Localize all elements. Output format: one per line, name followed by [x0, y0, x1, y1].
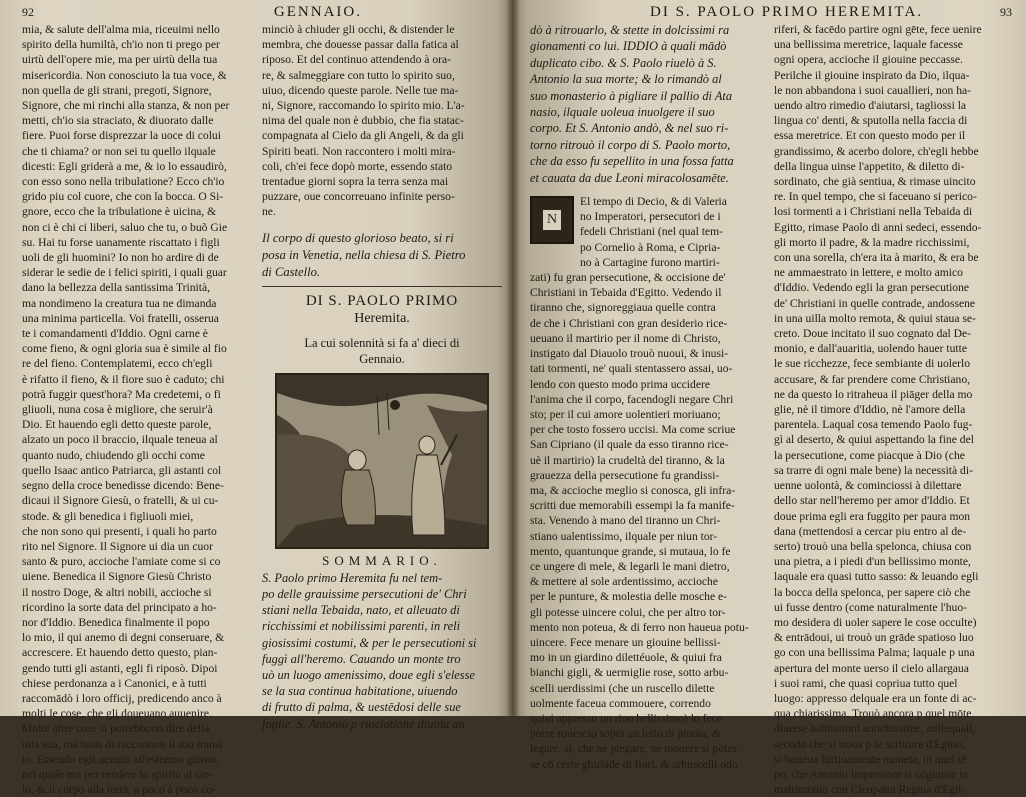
- text-line: grandissimo, & acerbo dolore, ch'egli hebbe: [774, 144, 979, 158]
- text-line: segno della croce benedisse dicendo: Bene-: [22, 479, 224, 493]
- text-line: molti le cose, che gli doueuano auuenire.: [22, 707, 212, 721]
- left-running-title: GENNAIO.: [273, 4, 362, 20]
- text-line: uenne uolontà, & cominciossi à dilettare: [774, 479, 962, 493]
- text-line: losi tormenti a i Christiani nella Tebaida di: [774, 205, 973, 219]
- text-line: come fieno, & ogni gloria sua è simile al fio: [22, 342, 227, 356]
- text-line: siderar le sedie de i felici spiriti, i quali guar: [22, 266, 227, 280]
- text-line: grauezza della persecutione fu grandissi-: [530, 468, 720, 482]
- text-line: doue prima egli era fuggito per paura mon: [774, 509, 971, 523]
- feast-note: [262, 335, 502, 367]
- text-line: nor d'Iddio. Benedica finalmente il popo: [22, 615, 210, 629]
- sommario-heading: SOMMARIO.: [322, 552, 442, 568]
- text-line: posa in Venetia, nella chiesa di S. Pietro: [262, 247, 466, 262]
- text-line: legare, si, che ne piegare, ne mouere si potes: [530, 742, 737, 756]
- text-line: Antonio la sua morte; & lo rimandò al: [530, 72, 722, 87]
- text-line: accusare, & far prendere come Christiano,: [774, 372, 971, 386]
- decorated-initial-letter: N: [543, 210, 561, 230]
- text-line: uendo altro rimedio d'aiutarsi, tagliossi la: [774, 99, 967, 113]
- text-line: trentadue giorni sopra la terra senza mai: [262, 175, 449, 189]
- text-line: non quella de gli strani, pregoti, Signore,: [22, 83, 212, 97]
- text-line: mento, quantunque grande, si mutaua, lo fe: [530, 544, 731, 558]
- text-line: re. In quel tempo, che si faceuano si perico-: [774, 190, 977, 204]
- text-line: instigato dal Diauolo trouò nuoui, & inusi-: [530, 347, 729, 361]
- text-line: et cauata da due Leoni miracolosamēte.: [530, 170, 729, 185]
- text-line: parentela. Laqual cosa temendo Paolo fug-: [774, 418, 973, 432]
- text-line: ne da questo lo ritraheua il piāger della mo: [774, 387, 973, 401]
- right-running-title: DI S. PAOLO PRIMO HEREMITA.: [650, 4, 924, 20]
- text-line: mo in un giardino dilettéuole, & quiui fra: [530, 651, 722, 665]
- text-line: essa meretrice. Et con questo modo per il: [774, 129, 966, 143]
- text-line: lingua co' denti, & sputolla nella faccia di: [774, 114, 968, 128]
- text-line: una pietra, a i piedi d'un bellissimo monte,: [774, 555, 971, 569]
- text-line: gionamenti co lui. IDDIO à quali mādò: [530, 39, 727, 54]
- text-line: se la sua continua habitatione, uiuendo: [262, 684, 458, 699]
- text-line: uiuo, dicendo queste parole. Nelle tue ma-: [262, 83, 459, 97]
- text-line: uincere. Fece menare un giouine bellissi-: [530, 635, 721, 649]
- text-line: luogo: appresso delquale era un fonte di ac-: [774, 691, 977, 705]
- text-line: grido piu col cuore, che con la bocca. O Si-: [22, 190, 224, 204]
- text-line: dello star nell'heremo per amor d'Iddio. Et: [774, 494, 970, 508]
- text-line: ma, & accioche meglio si conosca, gli infra-: [530, 483, 736, 497]
- text-line: El tempo di Decio, & di Valeria: [580, 195, 727, 209]
- text-line: diuerse habitationi antichissime, nellequali,: [774, 722, 976, 736]
- text-line: tati tormenti, ne' quali stentassero assai, uo-: [530, 362, 733, 376]
- text-line: uò un luogo amenissimo, doue egli s'elesse: [262, 668, 475, 683]
- text-line: sordinato, che già sentiua, & rimase uincito: [774, 175, 976, 189]
- book-gutter: [506, 0, 520, 716]
- left-page-number: 92: [22, 5, 34, 19]
- text-line: le non abbandona i suoi cauallieri, non ha-: [774, 83, 972, 97]
- text-line: foglie. S. Antonio p riuelatione diuina an: [262, 716, 465, 731]
- text-line: Christiani in Tebaida d'Egitto. Vedendo il: [530, 286, 722, 300]
- left-column-2: [262, 22, 502, 797]
- text-line: Signore, che mi rinchi alla stanza, & non per: [22, 99, 230, 113]
- left-page: [0, 0, 512, 797]
- text-line: de' Christiani in quelle contrade, andossene: [774, 296, 976, 310]
- text-line: si batteua furtiuamente moneta, in quel tē: [774, 752, 967, 766]
- text-line: nima del quale non è dubbio, che fia statac-: [262, 114, 464, 128]
- text-line: scritti due memorabili essempi la fa manife-: [530, 499, 735, 513]
- text-line: Spiriti beati. Non raccontero i molti mira-: [262, 144, 456, 158]
- text-line: gli potesse uincere colui, che per altro tor-: [530, 605, 726, 619]
- text-line: con esso sono nella tribulatione? Ecco ch'io: [22, 175, 225, 189]
- text-line: è rifatto il fieno, & il fiore suo è caduto; chi: [22, 372, 225, 386]
- text-line: che da esso fu sepellito in una fossa fatta: [530, 154, 734, 169]
- text-line: della lingua uinse l'appetito, & diletto di-: [774, 159, 965, 173]
- text-line: qua chiarissima. Trouò ancora p quel mōte: [774, 707, 972, 721]
- text-line: quello Isaac antico Patriarca, gli astanti col: [22, 463, 222, 477]
- text-line: potrà fuggir quest'hora? Ma credetemi, o fi: [22, 387, 221, 401]
- text-line: zati) fu gran persecutione, & occisione de': [530, 271, 726, 285]
- text-line: giosissimi costumi, & per le persecutioni si: [262, 635, 477, 650]
- text-line: che ti chiama? or non sei tu quello ilquale: [22, 144, 216, 158]
- section-subtitle: Heremita.: [354, 310, 410, 326]
- text-line: chiese perdonanza a i Canonici, e à tutti: [22, 676, 207, 690]
- text-line: compagnata al Cielo da gli Angeli, & da gli: [262, 129, 464, 143]
- text-line: riferi, & facēdo partire ogni gēte, fece uenire: [774, 23, 982, 36]
- text-line: uè il martirio) la crudeltà del tiranno, & la: [530, 453, 725, 467]
- text-line: quanto nudo, chiudendo gli occhi come: [22, 448, 205, 462]
- section-title: DI S. PAOLO PRIMO: [305, 292, 459, 309]
- text-line: monio, e dall'auaritia, uolendo hauer tutte: [774, 342, 968, 356]
- text-line: te i comandamenti d'Iddio. Ogni carne è: [22, 327, 208, 341]
- text-line: puzzare, oue concorreuano infinite perso-: [262, 190, 455, 204]
- text-line: stiani nella Tebaida, nato, et alleuato di: [262, 603, 460, 618]
- right-column-2: [774, 22, 1012, 797]
- text-line: & entrādoui, ui trouò un grāde spatioso luo: [774, 631, 974, 645]
- text-line: sa trarre di ogni male bene) la necessità di-: [774, 463, 973, 477]
- text-line: su. Hai tu forse uanamente riscattato i figli: [22, 235, 220, 249]
- text-line: uolmente faceua commouere, correndo: [530, 696, 711, 710]
- text-line: mo desidera di uoler sapere le cose occulte): [774, 615, 977, 629]
- text-line: per che tosto fossero uccisi. Ma come scriue: [530, 423, 736, 437]
- text-line: gnore, ecco che la tribulatione è uicina, &: [22, 205, 217, 219]
- text-line: sta. Venendo à mano del tiranno un Chri-: [530, 514, 721, 528]
- text-line: apertura del monte uerso il cielo allargaua: [774, 661, 969, 675]
- text-line: gli morto il padre, & la madre ricchissimi,: [774, 235, 970, 249]
- text-line: la persecutione, come piacque à Dio (che: [774, 448, 965, 462]
- text-line: quiui appresso un riuo bellissimo) lo fece: [530, 711, 722, 725]
- text-line: l'anima che il corpo, facendogli negare Chri: [530, 392, 734, 406]
- text-line: re, & salmeggiare con tutto lo spirito suo,: [262, 68, 455, 82]
- text-line: lendo con questo modo prima uccidere: [530, 377, 710, 391]
- text-line: fedeli Christiani (nel qual tem-: [580, 225, 723, 239]
- text-line: coli, ch'ei fece dopò morte, essendo stato: [262, 159, 453, 173]
- text-line: re del fieno. Contemplatemi, ecco ch'egli: [22, 357, 213, 371]
- text-line: lo mio, il qui anemo di degni conseruare, &: [22, 631, 225, 645]
- text-line: sto; per il cui amore uolentieri moriuano;: [530, 407, 721, 421]
- text-line: po delle grauissime persecutioni de' Chri: [262, 587, 467, 602]
- text-line: dicaui il Signore Giesù, o fratelli, & ui cu-: [22, 494, 219, 508]
- text-line: bianchi gigli, & uermiglie rose, sotto arbu-: [530, 666, 729, 680]
- text-line: i suoi rami, che quasi copriua tutto quel: [774, 676, 958, 690]
- text-line: non ci è chi ci liberi, saluo che tu, o buõ Gie: [22, 220, 228, 234]
- text-line: po Cornelio à Roma, e Cipria-: [580, 240, 721, 254]
- text-line: lo, & il corpo alla terra, a poco à poco co-: [22, 783, 216, 797]
- text-line: porre rouescio sopra un letto di piuma, &: [530, 727, 722, 741]
- text-line: fuggì all'heremo. Cauando un monte tro: [262, 651, 461, 666]
- text-line: nel quale era per rendere lo spirito al cie-: [22, 767, 213, 781]
- text-line: nasio, ilquale uoleua inuolgere il suo: [530, 105, 715, 120]
- feast-note-line-2: Gennaio.: [359, 351, 405, 366]
- text-line: no à Cartagine furono martiri-: [580, 255, 720, 269]
- text-line: uirtù dell'opere mie, ma per uirtù della tua: [22, 53, 218, 67]
- text-line: ogni opera, accioche il giouine peccasse.: [774, 53, 963, 67]
- text-line: mia, & salute dell'alma mia, riceuimi nello: [22, 23, 220, 36]
- text-line: ricchissimi et nobilissimi parenti, in reli: [262, 619, 461, 634]
- text-line: misericordia. Non conosciuto la tua voce, &: [22, 68, 227, 82]
- text-line: corpo. Et S. Antonio andò, & nel suo ri-: [530, 121, 729, 136]
- text-line: ma nondimeno la creatura tua ne dimanda: [22, 296, 217, 310]
- text-line: raccomādò i loro officij, predicendo anco à: [22, 691, 222, 705]
- text-line: se cō certe ghirlāde di fiori, & arbuscelli odo: [530, 757, 738, 771]
- text-line: stiano ualentissimo, ilquale per niun tor-: [530, 529, 718, 543]
- text-line: santo & puro, accioche l'amiate come si co: [22, 555, 221, 569]
- text-line: con una sorella, ch'era ita à marito, & era be: [774, 251, 979, 265]
- right-running-head: [530, 4, 1012, 20]
- text-line: ui fusse dentro (come naturalmente l'huo-: [774, 600, 968, 614]
- text-line: una minima particella. Voi fratelli, osserua: [22, 311, 219, 325]
- text-line: una bellissima meretrice, laquale facesse: [774, 38, 963, 52]
- text-line: po, che Antonio Imperatore si cōgiunse in: [774, 767, 969, 781]
- text-line: dicesti: Egli griderà a me, & io lo essaudirò,: [22, 159, 227, 173]
- text-line: rito nel Signore. Il Signore ui dia un cuor: [22, 539, 213, 553]
- feast-note-line-1: La cui solennità si fa a' dieci di: [304, 335, 460, 350]
- text-line: spirito della humiltà, ch'io non ti prego per: [22, 38, 220, 52]
- text-line: ni, Signore, raccomando lo spirito mio. L'a-: [262, 99, 465, 113]
- text-line: go con una bellissima Palma; laquale p una: [774, 646, 975, 660]
- text-line: tiranno che, signoreggiaua quelle contra: [530, 301, 716, 315]
- text-line: il nostro Doge, & altri nobili, accioche si: [22, 585, 212, 599]
- left-running-head: [22, 4, 502, 20]
- text-line: ne.: [262, 205, 276, 219]
- text-line: che non sono qui presenti, i quali ho parto: [22, 524, 217, 538]
- text-line: Il corpo di questo glorioso beato, si ri: [262, 230, 454, 245]
- text-line: in una uilla molto remota, & quiui staua se-: [774, 311, 976, 325]
- right-page-number: 93: [1000, 5, 1012, 19]
- text-line: la bocca della spelonca, per sapere ciò che: [774, 585, 971, 599]
- text-line: ueuano il martirio per il nome di Christo,: [530, 331, 721, 345]
- text-line: uoli de gli huomini? Io non ho ardire di de: [22, 251, 219, 265]
- text-line: uita sua, ma basti di raccontare il suo transi: [22, 737, 223, 751]
- text-line: minciò à chiuder gli occhi, & distender le: [262, 23, 455, 36]
- text-line: ricordino la sorte data del principato a ho-: [22, 600, 217, 614]
- text-line: dana (mettendosi a cercar piu entro al de-: [774, 524, 967, 538]
- text-line: alzato un poco il braccio, ilquale teneua al: [22, 433, 218, 447]
- right-column-1: [530, 22, 762, 797]
- text-line: Dio. Et hauendo egli detto queste parole,: [22, 418, 212, 432]
- text-line: dò à ritrouarlo, & stette in dolcissimi ra: [530, 23, 730, 37]
- text-line: riposo. Et del continuo attendendo à ora-: [262, 53, 451, 67]
- text-line: accrescere. Et hauendo detto questo, pian-: [22, 646, 218, 660]
- text-line: mento non poteua, & di ferro non haueua potu-: [530, 620, 749, 634]
- text-line: serto) trouò una bella spelonca, chiusa con: [774, 539, 972, 553]
- text-line: le sue ricchezze, fece sembiante di uolerlo: [774, 357, 971, 371]
- text-line: secōdo che si troua p le scritture d'Egitto,: [774, 737, 966, 751]
- decorated-initial: [530, 196, 574, 244]
- text-line: gì al deserto, & quiui aspettando la fine del: [774, 433, 974, 447]
- text-line: duplicato cibo. & S. Paolo riuelò à S.: [530, 55, 717, 70]
- text-line: no Imperatori, persecutori de i: [580, 210, 721, 224]
- text-line: S. Paolo primo Heremita fu nel tem-: [262, 570, 443, 585]
- right-page: [512, 0, 1026, 797]
- text-line: matrimonio con Cleopatra Regina d'Egit-: [774, 783, 966, 797]
- text-line: torno ritrouò il corpo di S. Paolo morto,: [530, 137, 731, 152]
- text-line: suo monasterio à pigliare il pallio di Ata: [530, 88, 733, 103]
- text-line: ne ammaestrato in lettere, e molto amico: [774, 266, 963, 280]
- woodcut-illustration: [275, 373, 489, 549]
- text-line: scelli uerdissimi (che un ruscello dilette: [530, 681, 715, 695]
- text-line: San Cipriano (il quale da esso tiranno rice-: [530, 438, 729, 452]
- text-line: metti, ch'io sia straciato, & diuorato dalle: [22, 114, 214, 128]
- text-line: d'Iddio. Vedendo egli la gran persecutione: [774, 281, 970, 295]
- text-line: de che i Christiani con gran desiderio rice-: [530, 316, 728, 330]
- text-line: stode. & gli benedica i figliuoli miei,: [22, 509, 194, 523]
- text-line: membra, che douesse passar dalla fatica al: [262, 38, 459, 52]
- text-line: to. Essendo egli uenuto all'estremo giorno,: [22, 752, 220, 766]
- text-line: per le punture, & molestia delle mosche e-: [530, 590, 728, 604]
- text-line: gliuoli, nuna cosa è migliore, che seruir'à: [22, 403, 213, 417]
- text-line: Egitto, rimase Paolo di anni sedeci, essendo-: [774, 220, 982, 234]
- text-line: & mettere al sole ardentissimo, accioche: [530, 575, 719, 589]
- text-line: fiere. Puoi forse disprezzar la uoce di colui: [22, 129, 221, 143]
- text-line: glie, nè il timore d'Iddio, nè l'amore della: [774, 403, 966, 417]
- text-line: laquale era quasi tutto sasso: & leuando egli: [774, 570, 979, 584]
- text-line: di frutto di palma, & uestēdosi delle sue: [262, 700, 461, 715]
- text-line: dano la bellezza della santissima Trinità,: [22, 281, 211, 295]
- text-line: gendo tutti gli astanti, egli fi riposò. Dipoi: [22, 661, 218, 675]
- text-line: di Castello.: [262, 264, 321, 279]
- text-line: ce ungere di mele, & legarli le mani dietro,: [530, 559, 730, 573]
- text-line: Molte altre cose si potrebbono dire della: [22, 722, 210, 736]
- text-line: Perilche il giouine inspirato da Dio, ilqua-: [774, 68, 970, 82]
- left-column-1: [22, 22, 250, 797]
- section-divider: [262, 286, 502, 287]
- text-line: creto. Doue incitato il suo cognato dal De-: [774, 327, 972, 341]
- text-line: uiene. Benedica il Signore Giesù Christo: [22, 570, 212, 584]
